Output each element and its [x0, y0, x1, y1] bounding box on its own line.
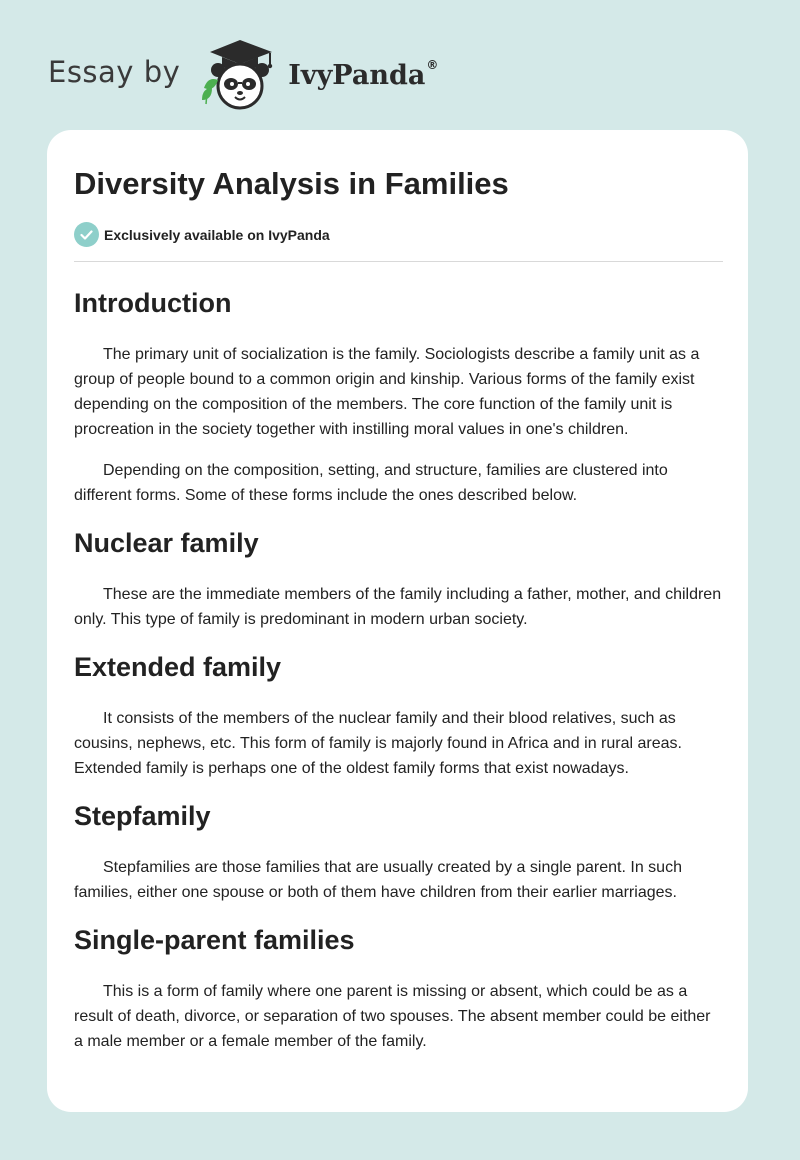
essay-content: [74, 280, 723, 1066]
section-heading: Nuclear family: [74, 528, 259, 558]
section-nuclear-family: [74, 520, 723, 632]
section-paragraph: It consists of the members of the nuclear family and their blood relatives, such as cousins, nephews, etc. This form of family is majorly found in Africa and in rural areas. Extended family is perhaps one of the oldest family forms that exist nowadays.: [74, 710, 682, 777]
brand-prefix: Essay by: [48, 55, 181, 89]
section-single-parent-families: [74, 917, 723, 1054]
section-heading: Extended family: [74, 652, 282, 682]
exclusive-badge-label: Exclusively available on IvyPanda: [104, 226, 330, 243]
section-heading: Single-parent families: [74, 925, 355, 955]
section-heading: Introduction: [74, 288, 232, 318]
section-paragraph: These are the immediate members of the family including a father, mother, and children only. This type of family is predominant in modern urban society.: [74, 586, 722, 628]
section-paragraph: Depending on the composition, setting, and structure, families are clustered into different forms. Some of these forms include the ones described below.: [74, 462, 668, 504]
section-paragraph: This is a form of family where one parent is missing or absent, which could be as a result of death, divorce, or separation of two spouses. The absent member could be either a male member or a female member of the family.: [74, 983, 711, 1050]
title-divider: [74, 261, 723, 262]
check-icon: [74, 222, 99, 247]
brand-name-text: IvyPanda: [288, 59, 426, 91]
section-introduction: [74, 280, 723, 508]
brand-header: [48, 36, 438, 112]
exclusive-badge: [74, 222, 330, 247]
brand-name: [288, 57, 439, 91]
essay-card: [47, 130, 748, 1112]
section-stepfamily: [74, 793, 723, 905]
section-paragraph: Stepfamilies are those families that are usually created by a single parent. In such families, either one spouse or both of them have children from their earlier marriages.: [74, 859, 682, 901]
essay-title: Diversity Analysis in Families: [74, 166, 509, 201]
panda-logo-icon: [194, 36, 286, 112]
section-paragraph: The primary unit of socialization is the family. Sociologists describe a family unit as a group of people bound to a common origin and kinship. Various forms of the family exist depending on the composition of the members. The core function of the family unit is procreation in the society together with instilling moral values in one's children.: [74, 346, 700, 438]
registered-mark: ®: [426, 57, 439, 72]
section-extended-family: [74, 644, 723, 781]
section-heading: Stepfamily: [74, 801, 211, 831]
